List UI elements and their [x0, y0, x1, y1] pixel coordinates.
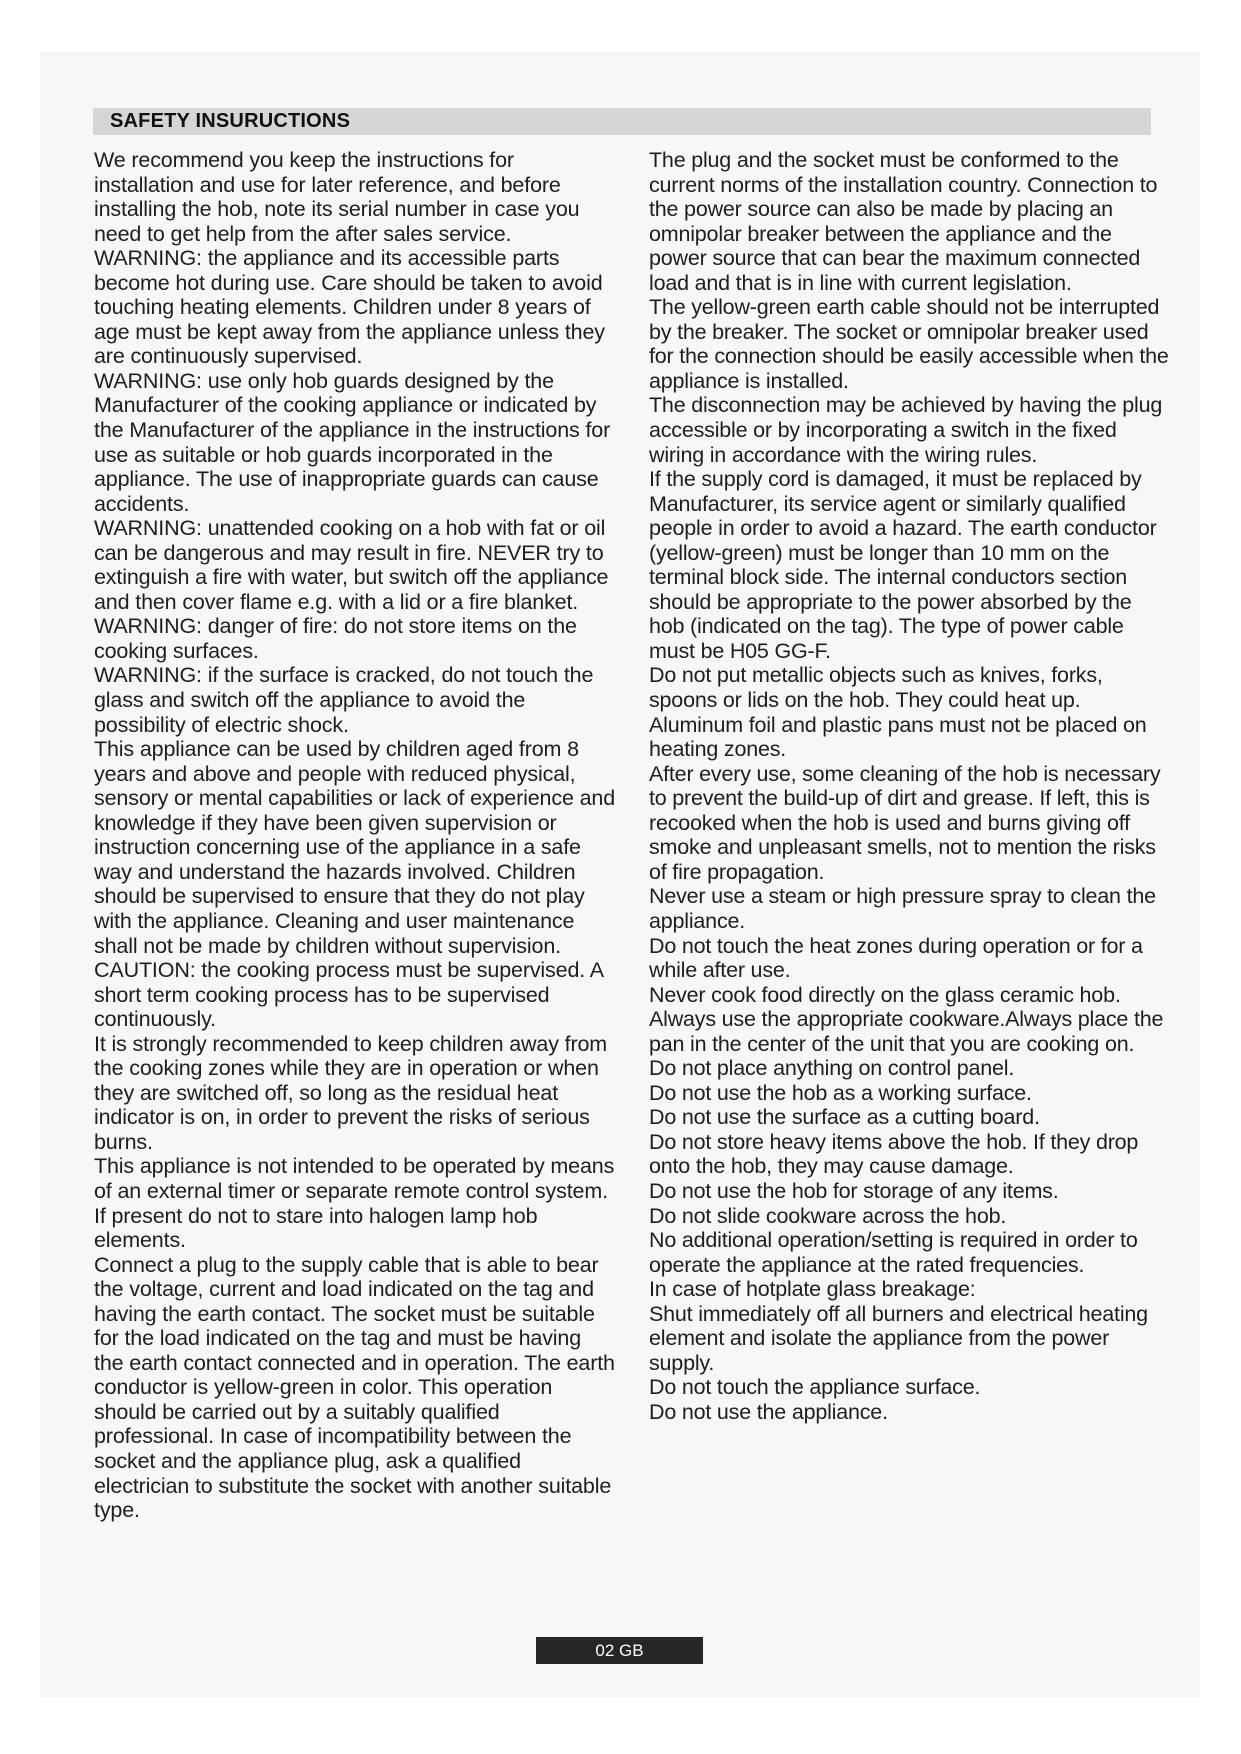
paragraph: Do not use the surface as a cutting board. [649, 1105, 1040, 1130]
paragraph: Do not put metallic objects such as knives, forks, spoons or lids on the hob. They could heat up. Aluminum foil and plastic pans must not be placed on heating zones. [649, 663, 1147, 762]
paragraph: This appliance is not intended to be operated by means of an external timer or separate remote control system. [94, 1154, 615, 1203]
paragraph: This appliance can be used by children aged from 8 years and above and people with reduced physical, sensory or mental capabilities or lack of experience and knowledge if they have been given supervision or instruction concerning use of the appliance in a safe way and understand the hazards involved. Children should be supervised to ensure that they do not play with the appliance. Cleaning and user maintenance shall not be made by children without supervision. [94, 737, 616, 958]
paragraph: The yellow-green earth cable should not be interrupted by the breaker. The socket or omnipolar breaker used for the connection should be easily accessible when the appliance is installed. [649, 295, 1169, 393]
paragraph: Do not use the appliance. [649, 1399, 888, 1424]
paragraph: Never cook food directly on the glass ceramic hob. [649, 982, 1121, 1007]
paragraph: Do not store heavy items above the hob. If they drop onto the hob, they may cause damage. [649, 1129, 1139, 1179]
paragraph: If the supply cord is damaged, it must be replaced by Manufacturer, its service agent or similarly qualified people in order to avoid a hazard. The earth conductor (yellow-green) must be longer than 10 mm on the terminal block side. The internal conductors section should be appropriate to the power absorbed by the hob (indicated on the tag). The type of power cable must be H05 GG-F. [649, 467, 1157, 663]
paragraph: If present do not to stare into halogen lamp hob elements. [94, 1203, 538, 1253]
paragraph: WARNING: the appliance and its accessible parts become hot during use. Care should be taken to avoid touching heating elements. Children under 8 years of age must be kept away from the appliance unless they are continuously supervised. [94, 246, 605, 369]
paragraph: The plug and the socket must be conformed to the current norms of the installation country. Connection to the power source can also be made by placing an omnipolar breaker between the appliance and the power source that can bear the maximum connected load and that is in line with current legislation. [649, 148, 1158, 295]
paragraph: Always use the appropriate cookware.Always place the pan in the center of the unit that you are cooking on. [649, 1007, 1164, 1056]
paragraph: Do not place anything on control panel. [649, 1056, 1015, 1081]
paragraph: Shut immediately off all burners and electrical heating element and isolate the appliance from the power supply. [649, 1301, 1148, 1375]
paragraph: Do not use the hob as a working surface. [649, 1080, 1032, 1105]
paragraph: Connect a plug to the supply cable that is able to bear the voltage, current and load indicated on the tag and having the earth contact. The socket must be suitable for the load indicated on the tag and must be having the earth contact connected and in operation. The earth conductor is yellow-green in color. This operation should be carried out by a suitably qualified professional. In case of incompatibility between the socket and the appliance plug, ask a qualified electrician to substitute the socket with another suitable type. [94, 1252, 615, 1523]
paragraph: CAUTION: the cooking process must be supervised. A short term cooking process has to be supervised continuously. [94, 958, 603, 1032]
paragraph: After every use, some cleaning of the hob is necessary to prevent the build-up of dirt and grease. If left, this is recooked when the hob is used and burns giving off smoke and unpleasant smells, not to mention the risks of fire propagation. [649, 761, 1161, 884]
left-column [94, 148, 616, 1628]
paragraph: Never use a steam or high pressure spray to clean the appliance. [649, 884, 1156, 933]
paragraph: WARNING: danger of fire: do not store items on the cooking surfaces. [94, 614, 577, 663]
paragraph: Do not use the hob for storage of any items. [649, 1178, 1059, 1203]
paragraph: Do not touch the appliance surface. [649, 1375, 981, 1400]
section-title: SAFETY INSURUCTIONS [93, 108, 1151, 135]
paragraph: WARNING: if the surface is cracked, do not touch the glass and switch off the appliance to avoid the possibility of electric shock. [94, 663, 594, 737]
paragraph: Do not touch the heat zones during operation or for a while after use. [649, 933, 1143, 983]
paragraph: WARNING: use only hob guards designed by the Manufacturer of the cooking appliance or indicated by the Manufacturer of the appliance in the instructions for use as suitable or hob guards incorporated in the appliance. The use of inappropriate guards can cause accidents. [94, 368, 611, 516]
paragraph: Do not slide cookware across the hob. [649, 1203, 1007, 1228]
paragraph: WARNING: unattended cooking on a hob with fat or oil can be dangerous and may result in fire. NEVER try to extinguish a fire with water, but switch off the appliance and then cover flame e.g. with a lid or a fire blanket. [94, 516, 609, 614]
paragraph: The disconnection may be achieved by having the plug accessible or by incorporating a switch in the fixed wiring in accordance with the wiring rules. [649, 393, 1163, 467]
paragraph: We recommend you keep the instructions for installation and use for later reference, and before installing the hob, note its serial number in case you need to get help from the after sales service. [94, 148, 580, 246]
paragraph: In case of hotplate glass breakage: [649, 1277, 976, 1302]
paragraph: No additional operation/setting is required in order to operate the appliance at the rated frequencies. [649, 1228, 1138, 1277]
right-column [649, 148, 1169, 1628]
page-number-badge: 02 GB [536, 1637, 703, 1664]
paragraph: It is strongly recommended to keep children away from the cooking zones while they are in operation or when they are switched off, so long as the residual heat indicator is on, in order to prevent the risks of serious burns. [94, 1031, 608, 1154]
